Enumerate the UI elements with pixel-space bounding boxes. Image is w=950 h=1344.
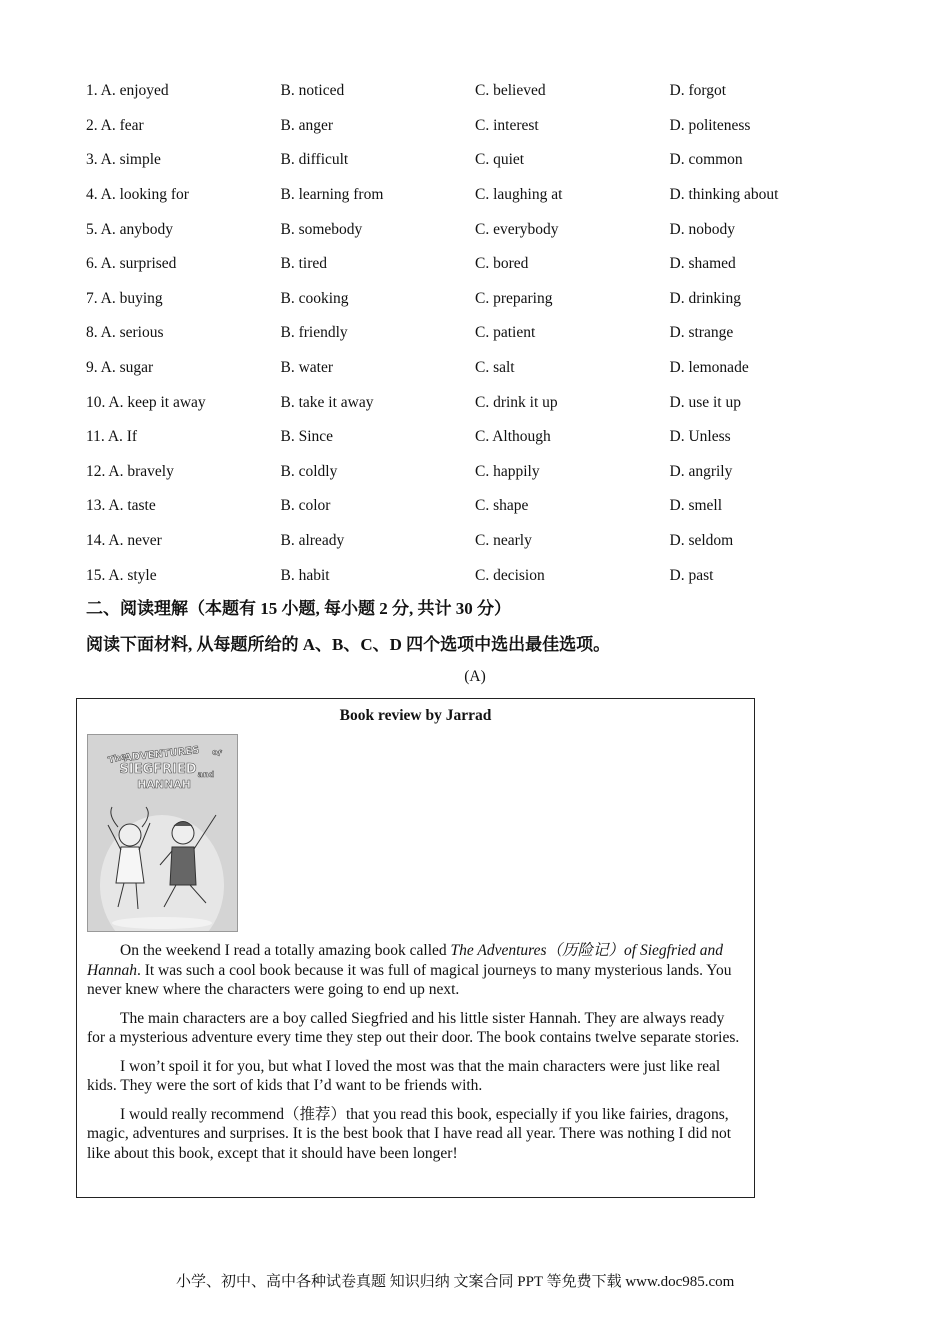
option-choice: 14. A. never: [86, 532, 162, 550]
option-choice: 13. A. taste: [86, 497, 156, 515]
option-row: [86, 143, 886, 178]
option-row: [86, 489, 886, 524]
option-row: [86, 178, 886, 213]
option-choice: C. patient: [475, 324, 536, 342]
option-choice: C. preparing: [475, 289, 553, 307]
section-instruction: 阅读下面材料, 从每题所给的 A、B、C、D 四个选项中选出最佳选项。: [86, 635, 611, 654]
option-choice: D. past: [669, 566, 714, 584]
review-paragraph-3: I won’t spoil it for you, but what I loved the most was that the main characters were just like real kids. They were the sort of kids that I’d want to be friends with.: [87, 1057, 721, 1094]
option-choice: D. shamed: [669, 255, 736, 273]
option-choice: C. everybody: [475, 220, 559, 238]
option-choice: C. shape: [475, 497, 529, 515]
option-choice: D. Unless: [669, 428, 731, 446]
option-choice: 9. A. sugar: [86, 359, 154, 377]
option-choice: D. nobody: [669, 220, 735, 238]
cover-title-and: and: [197, 770, 215, 779]
cover-title-line-1: ADVENTURES: [123, 745, 200, 764]
option-choice: B. water: [280, 359, 334, 377]
option-choice: 10. A. keep it away: [86, 393, 206, 411]
cover-title-line-2: SIEGFRIED: [119, 762, 197, 777]
review-title: Book review by Jarrad: [339, 707, 492, 724]
option-choice: D. drinking: [669, 289, 741, 307]
option-choice: C. decision: [475, 566, 545, 584]
option-choice: B. somebody: [280, 220, 363, 238]
option-choice: B. tired: [280, 255, 327, 273]
review-paragraph-1: On the weekend I read a totally amazing book called The Adventures（历险记）of Siegfried and Hannah. It was such a cool book because it was full of magical journeys to many mysterious lands. You never knew where the characters were going to end up next.: [87, 942, 732, 998]
option-choice: D. politeness: [669, 116, 751, 134]
review-body: [87, 941, 745, 1172]
option-row: [86, 351, 886, 386]
option-choice: B. habit: [280, 566, 330, 584]
option-choice: B. anger: [280, 116, 334, 134]
option-choice: D. smell: [669, 497, 723, 515]
option-choice: C. salt: [475, 359, 515, 377]
review-paragraph-2: The main characters are a boy called Siegfried and his little sister Hannah. They are always ready for a mysterious adventure every time they step out their door. The book contains twelve separate stories.: [87, 1009, 740, 1046]
option-choice: D. common: [669, 151, 743, 169]
book-title: The Adventures（历险记）of Siegfried and Hannah: [87, 942, 724, 979]
option-choice: 6. A. surprised: [86, 255, 177, 273]
option-choice: C. quiet: [475, 151, 525, 169]
page-footer: 小学、初中、高中各种试卷真题 知识归纳 文案合同 PPT 等免费下载 www.doc985.com: [176, 1274, 735, 1290]
option-choice: D. lemonade: [669, 359, 749, 377]
option-choice: B. difficult: [280, 151, 349, 169]
option-row: [86, 247, 886, 282]
option-choice: C. Although: [475, 428, 551, 446]
option-choice: B. friendly: [280, 324, 348, 342]
section-heading: 二、阅读理解（本题有 15 小题, 每小题 2 分, 共计 30 分）: [86, 599, 511, 618]
option-choice: D. seldom: [669, 532, 734, 550]
option-choice: C. bored: [475, 255, 529, 273]
option-choice: C. nearly: [475, 532, 532, 550]
option-choice: B. Since: [280, 428, 334, 446]
book-review-box: [76, 698, 755, 1198]
option-choice: D. use it up: [669, 393, 741, 411]
option-choice: 2. A. fear: [86, 116, 144, 134]
option-row: [86, 282, 886, 317]
option-choice: D. strange: [669, 324, 734, 342]
option-row: [86, 212, 886, 247]
cover-title-the: The: [107, 751, 128, 767]
option-row: [86, 558, 886, 593]
option-choice: B. already: [280, 532, 345, 550]
option-choice: C. happily: [475, 462, 540, 480]
option-choice: D. forgot: [669, 82, 727, 100]
option-choice: C. drink it up: [475, 393, 558, 411]
option-choice: D. thinking about: [669, 186, 779, 204]
option-choice: B. learning from: [280, 186, 384, 204]
answer-options-table: [86, 74, 886, 593]
option-choice: 4. A. looking for: [86, 186, 189, 204]
option-choice: C. believed: [475, 82, 546, 100]
option-row: [86, 316, 886, 351]
book-cover-illustration: [88, 735, 237, 931]
cover-title-line-3: HANNAH: [137, 778, 191, 791]
option-row: [86, 455, 886, 490]
option-row: [86, 109, 886, 144]
option-choice: 3. A. simple: [86, 151, 161, 169]
option-row: [86, 385, 886, 420]
option-choice: 1. A. enjoyed: [86, 82, 169, 100]
option-choice: 5. A. anybody: [86, 220, 173, 238]
option-choice: 8. A. serious: [86, 324, 164, 342]
option-row: [86, 524, 886, 559]
book-cover-image: [87, 734, 238, 932]
option-choice: D. angrily: [669, 462, 733, 480]
option-choice: C. laughing at: [475, 186, 563, 204]
option-choice: B. take it away: [280, 393, 374, 411]
option-choice: 12. A. bravely: [86, 462, 174, 480]
option-choice: B. coldly: [280, 462, 338, 480]
passage-label: (A): [464, 668, 486, 685]
option-choice: B. color: [280, 497, 331, 515]
option-choice: C. interest: [475, 116, 539, 134]
review-paragraph-4: I would really recommend（推荐）that you read this book, especially if you like fairies, dragons, magic, adventures and surprises. It is the best book that I have read all year. There was nothing I did not like about this book, except that it should have been longer!: [87, 1105, 732, 1162]
option-choice: 11. A. If: [86, 428, 138, 446]
option-choice: B. noticed: [280, 82, 345, 100]
option-row: [86, 420, 886, 455]
option-choice: B. cooking: [280, 289, 349, 307]
option-row: [86, 74, 886, 109]
option-choice: 15. A. style: [86, 566, 157, 584]
option-choice: 7. A. buying: [86, 289, 163, 307]
cover-title-of: of: [211, 747, 223, 759]
